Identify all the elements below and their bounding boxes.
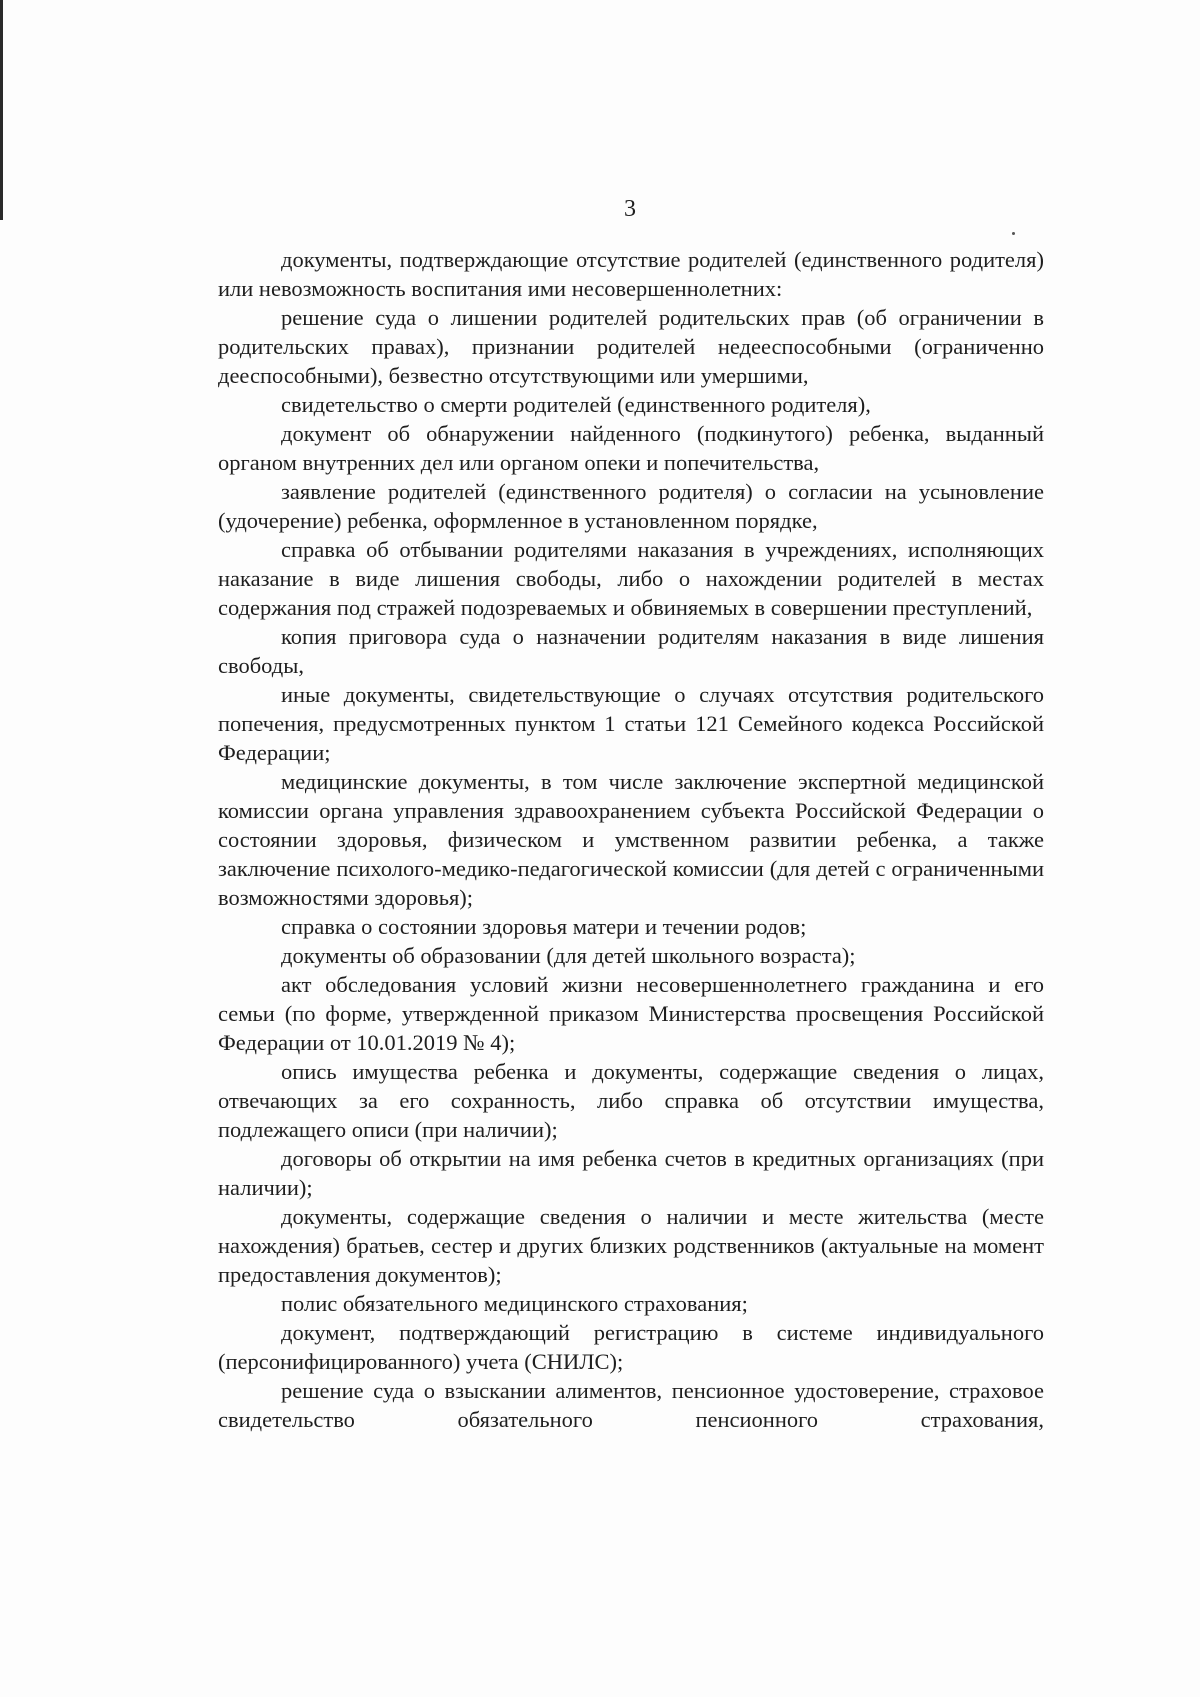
paragraph: документы, подтверждающие отсутствие родителей (единственного родителя) или невозможность воспитания ими несовершеннолетних: — [218, 247, 1044, 301]
page-number: 3 — [624, 196, 636, 222]
paragraph: заявление родителей (единственного родителя) о согласии на усыновление (удочерение) ребенка, оформленное в установленном порядке, — [218, 479, 1044, 533]
paragraph: договоры об открытии на имя ребенка счетов в кредитных организациях (при наличии); — [218, 1146, 1044, 1200]
scan-edge-mark — [0, 0, 3, 220]
paragraph: документы об образовании (для детей школьного возраста); — [281, 943, 856, 968]
paragraph: документ, подтверждающий регистрацию в системе индивидуального (персонифицированного) учета (СНИЛС); — [218, 1320, 1044, 1374]
paragraph: медицинские документы, в том числе заключение экспертной медицинской комиссии органа управления здравоохранением субъекта Российской Федерации о состоянии здоровья, физическом и умственном развитии ребенка, а также заключение психолого-медико-педагогической комиссии (для детей с ограниченными возможностями здоровья); — [218, 769, 1044, 910]
paragraph: иные документы, свидетельствующие о случаях отсутствия родительского попечения, предусмотренных пунктом 1 статьи 121 Семейного кодекса Российской Федерации; — [218, 682, 1044, 765]
paragraph: справка о состоянии здоровья матери и течении родов; — [281, 914, 807, 939]
paragraph: свидетельство о смерти родителей (единственного родителя), — [281, 392, 871, 417]
paragraph: справка об отбывании родителями наказания в учреждениях, исполняющих наказание в виде лишения свободы, либо о нахождении родителей в местах содержания под стражей подозреваемых и обвиняемых в совершении преступлений, — [218, 537, 1044, 620]
paragraph: опись имущества ребенка и документы, содержащие сведения о лицах, отвечающих за его сохранность, либо справка об отсутствии имущества, подлежащего описи (при наличии); — [218, 1059, 1044, 1142]
paragraph: акт обследования условий жизни несовершеннолетнего гражданина и его семьи (по форме, утвержденной приказом Министерства просвещения Российской Федерации от 10.01.2019 № 4); — [218, 972, 1044, 1055]
paragraph: решение суда о лишении родителей родительских прав (об ограничении в родительских правах), признании родителей недееспособными (ограниченно дееспособными), безвестно отсутствующими или умершими, — [218, 305, 1044, 388]
paragraph: копия приговора суда о назначении родителям наказания в виде лишения свободы, — [218, 624, 1044, 678]
paragraph: документ об обнаружении найденного (подкинутого) ребенка, выданный органом внутренних дел или органом опеки и попечительства, — [218, 421, 1044, 475]
paragraph: полис обязательного медицинского страхования; — [281, 1291, 748, 1316]
paragraph: решение суда о взыскании алиментов, пенсионное удостоверение, страховое свидетельство обязательного пенсионного страхования, — [218, 1378, 1044, 1432]
document-body — [218, 245, 1044, 1434]
paragraph: документы, содержащие сведения о наличии и месте жительства (месте нахождения) братьев, сестер и других близких родственников (актуальные на момент предоставления документов); — [218, 1204, 1044, 1287]
scan-speck — [1012, 232, 1015, 235]
